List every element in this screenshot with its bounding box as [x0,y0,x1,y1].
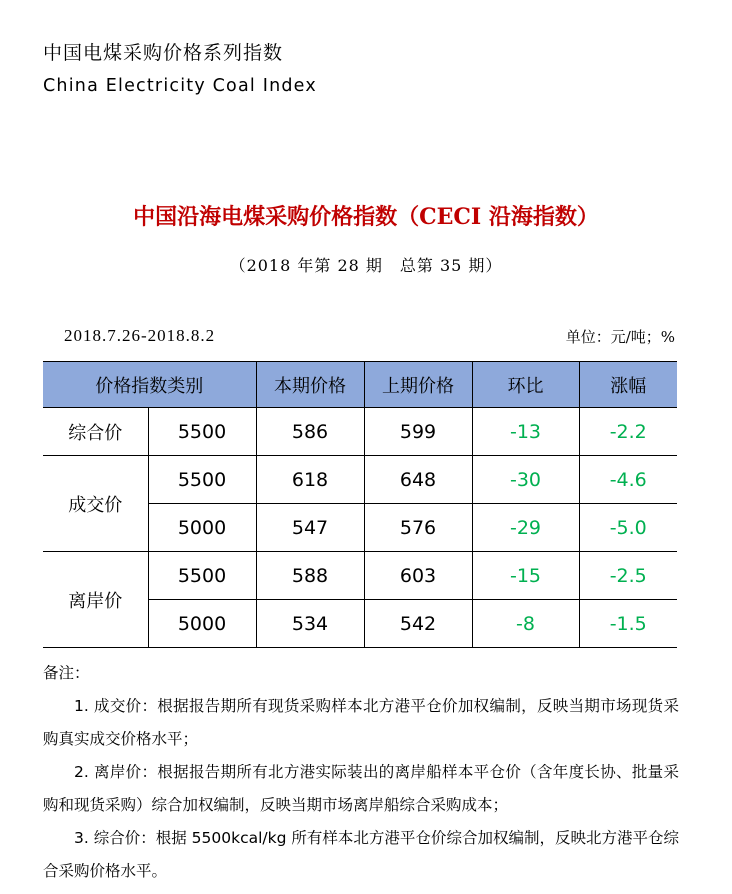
current-price-cell: 618 [256,456,364,504]
mom-change-cell: -30 [472,456,579,504]
table-row [43,408,677,456]
pct-change-cell: -2.2 [579,408,677,456]
note-item: 2. 离岸价：根据报告期所有北方港实际装出的离岸船样本平仓价（含年度长协、批量采购和现货采购）综合加权编制，反映当期市场离岸船综合采购成本； [43,763,679,814]
pct-change-cell: -2.5 [579,552,677,600]
price-index-table [43,361,677,648]
previous-price-cell: 648 [364,456,472,504]
grade-cell: 5500 [148,552,256,600]
current-price-cell: 547 [256,504,364,552]
header-mom-change: 环比 [472,362,579,408]
grade-cell: 5000 [148,504,256,552]
table-row [43,456,677,504]
header-category: 价格指数类别 [43,362,256,408]
category-cell: 综合价 [43,408,148,456]
header-previous-price: 上期价格 [364,362,472,408]
table-row [43,552,677,600]
previous-price-cell: 576 [364,504,472,552]
grade-cell: 5500 [148,408,256,456]
header-pct-change: 涨幅 [579,362,677,408]
mom-change-cell: -15 [472,552,579,600]
mom-change-cell: -13 [472,408,579,456]
grade-cell: 5500 [148,456,256,504]
grade-cell: 5000 [148,600,256,648]
pct-change-cell: -5.0 [579,504,677,552]
issue-number: （2018 年第 28 期 总第 35 期） [229,256,503,275]
header-current-price: 本期价格 [256,362,364,408]
report-title: 中国沿海电煤采购价格指数（CECI 沿海指数） [133,204,599,230]
current-price-cell: 588 [256,552,364,600]
current-price-cell: 534 [256,600,364,648]
brand-title-cn: 中国电煤采购价格系列指数 [43,42,284,64]
date-range: 2018.7.26-2018.8.2 [64,326,216,345]
notes-heading: 备注： [43,664,90,682]
previous-price-cell: 542 [364,600,472,648]
category-cell: 离岸价 [43,552,148,648]
pct-change-cell: -4.6 [579,456,677,504]
notes-section [43,657,679,888]
mom-change-cell: -29 [472,504,579,552]
previous-price-cell: 599 [364,408,472,456]
note-item: 1. 成交价：根据报告期所有现货采购样本北方港平仓价加权编制，反映当期市场现货采购真实成交价格水平； [43,697,679,748]
current-price-cell: 586 [256,408,364,456]
previous-price-cell: 603 [364,552,472,600]
note-item: 3. 综合价：根据 5500kcal/kg 所有样本北方港平仓价综合加权编制，反映北方港平仓综合采购价格水平。 [43,829,679,880]
unit-label: 单位：元/吨；% [565,328,675,346]
category-cell: 成交价 [43,456,148,552]
mom-change-cell: -8 [472,600,579,648]
table-header-row [43,362,677,408]
pct-change-cell: -1.5 [579,600,677,648]
brand-title-en: China Electricity Coal Index [43,76,317,96]
